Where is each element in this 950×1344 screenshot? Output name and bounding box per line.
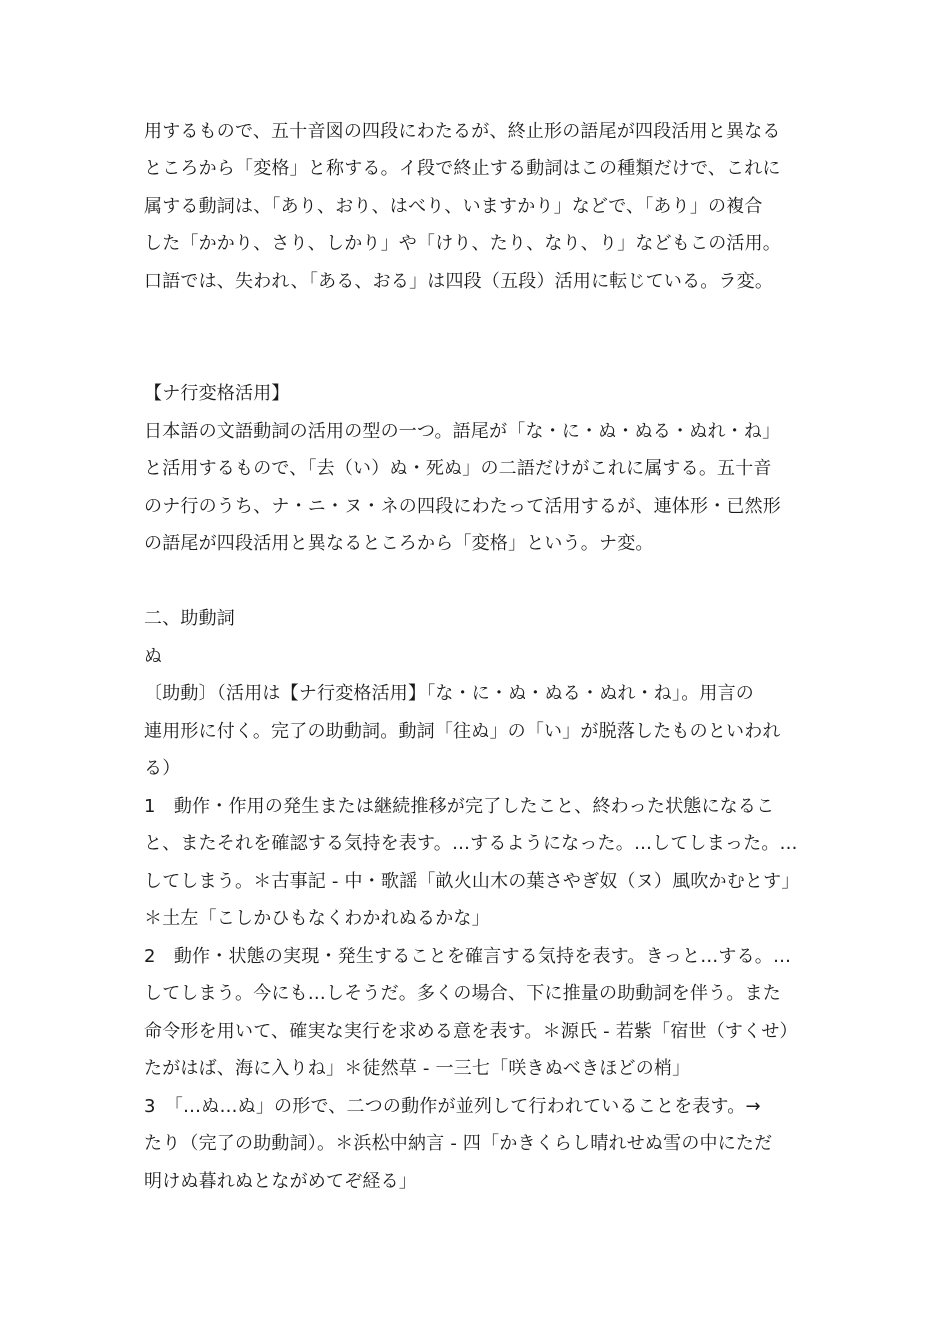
entry-headword: ぬ	[144, 646, 163, 667]
paragraph-line: 連用形に付く。完了の助動詞。動詞「往ぬ」の「い」が脱落したものといわれ	[144, 721, 781, 742]
paragraph-line: してしまう。今にも…しそうだ。多くの場合、下に推量の助動詞を伴う。また	[144, 983, 781, 1004]
paragraph-line: 口語では、失われ、「ある、おる」は四段（五段）活用に転じている。ラ変。	[144, 271, 774, 292]
paragraph-line: の語尾が四段活用と異なるところから「変格」という。ナ変。	[144, 533, 654, 554]
paragraph-line: 命令形を用いて、確実な実行を求める意を表す。＊源氏 - 若紫「宿世（すくせ）	[144, 1021, 798, 1042]
section-heading: 【ナ行変格活用】	[144, 383, 290, 404]
section-heading: 二、助動詞	[144, 608, 235, 629]
paragraph-line: たり（完了の助動詞）。＊浜松中納言 - 四「かきくらし晴れせぬ雪の中にただ	[144, 1133, 773, 1154]
paragraph-line: のナ行のうち、ナ・ニ・ヌ・ネの四段にわたって活用するが、連体形・已然形	[144, 496, 781, 517]
paragraph-line: 日本語の文語動詞の活用の型の一つ。語尾が「な・に・ぬ・ぬる・ぬれ・ね」	[144, 421, 781, 442]
paragraph-line: ＊土左「こしかひもなくわかれぬるかな」	[144, 908, 490, 929]
paragraph-line: してしまう。＊古事記 - 中・歌謡「畝火山木の葉さやぎ奴（ヌ）風吹かむとす」	[144, 871, 800, 892]
paragraph-line: ところから「変格」と称する。イ段で終止する動詞はこの種類だけで、これに	[144, 158, 781, 179]
paragraph-line: 3 「…ぬ…ぬ」の形で、二つの動作が並列して行われていることを表す。→	[144, 1096, 761, 1117]
paragraph-line: 属する動詞は、「あり、おり、はべり、いますかり」などで、「あり」の複合	[144, 196, 763, 217]
paragraph-line: る）	[144, 758, 181, 779]
paragraph-line: 2 動作・状態の実現・発生することを確言する気持を表す。きっと…する。…	[144, 946, 792, 967]
paragraph-line: した「かかり、さり、しかり」や「けり、たり、なり、り」などもこの活用。	[144, 233, 781, 254]
paragraph-line: 1 動作・作用の発生または継続推移が完了したこと、終わった状態になるこ	[144, 796, 775, 817]
paragraph-line: 〔助動〕（活用は【ナ行変格活用】「な・に・ぬ・ぬる・ぬれ・ね」。用言の	[144, 683, 754, 704]
paragraph-line: 明けぬ暮れぬとながめてぞ経る」	[144, 1171, 417, 1192]
paragraph-line: と、またそれを確認する気持を表す。…するようになった。…してしまった。…	[144, 833, 798, 854]
paragraph-line: たがはば、海に入りね」＊徒然草 - 一三七「咲きぬべきほどの梢」	[144, 1058, 691, 1079]
paragraph-line: と活用するもので、「去（い）ぬ・死ぬ」の二語だけがこれに属する。五十音	[144, 458, 772, 479]
paragraph-line: 用するもので、五十音図の四段にわたるが、終止形の語尾が四段活用と異なる	[144, 121, 781, 142]
